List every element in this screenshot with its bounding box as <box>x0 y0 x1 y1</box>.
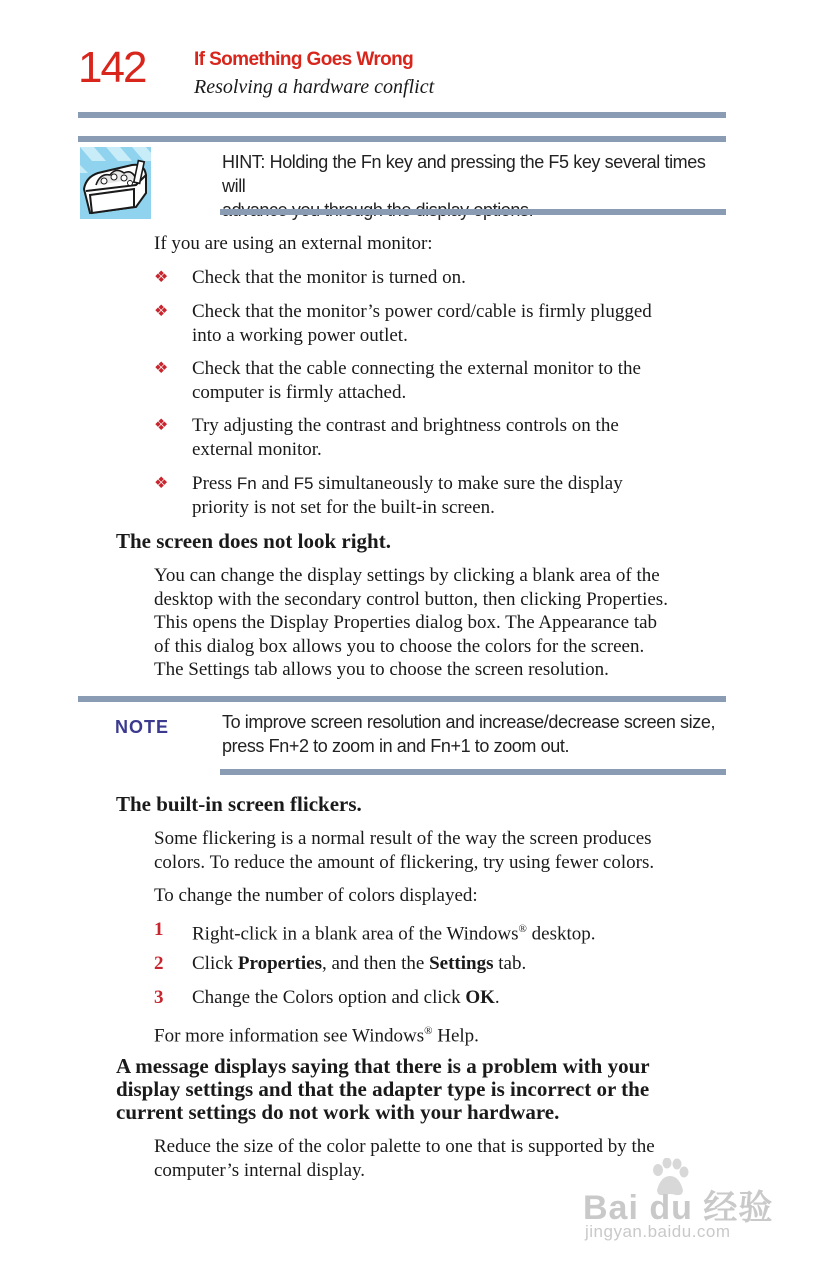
fn-1-key: Fn+1 <box>430 736 471 756</box>
baidu-watermark <box>583 1158 783 1248</box>
page-number: 142 <box>78 43 146 92</box>
note-top-rule <box>78 696 726 702</box>
step-2: 2 Click Properties, and then the Settings tab. <box>154 953 527 974</box>
bullet-icon: ❖ <box>154 417 169 434</box>
note-label: NOTE <box>115 717 170 737</box>
list-item: ❖ Check that the cable connecting the external monitor to the computer is firmly attached. <box>154 358 641 403</box>
list-item: ❖ Try adjusting the contrast and brightness controls on the external monitor. <box>154 415 619 460</box>
watermark-url: jingyan.baidu.com <box>585 1222 731 1241</box>
note-text: To improve screen resolution and increase/decrease screen size, press Fn+2 to zoom in and Fn+1 to zoom out. <box>222 712 716 756</box>
hint-bottom-rule <box>220 209 726 215</box>
adapter-paragraph: Reduce the size of the color palette to one that is supported by the computer’s internal display. <box>154 1136 655 1181</box>
fn-key: Fn <box>360 152 382 172</box>
flickers-paragraph: Some flickering is a normal result of the way the screen produces colors. To reduce the amount of flickering, try using fewer colors. <box>154 828 655 873</box>
treasure-chest-icon <box>80 147 151 219</box>
flickers-heading: The built-in screen flickers. <box>116 792 362 816</box>
bullet-icon: ❖ <box>154 475 169 492</box>
screen-not-right-heading: The screen does not look right. <box>116 529 391 553</box>
step-1: 1 Right-click in a blank area of the Windows® desktop. <box>154 919 596 945</box>
steps-intro: To change the number of colors displayed: <box>154 885 478 906</box>
step-number: 1 <box>154 919 164 940</box>
f5-key: F5 <box>293 474 314 493</box>
list-item: ❖ Check that the monitor is turned on. <box>154 267 466 288</box>
more-info: For more information see Windows® Help. <box>154 1025 479 1047</box>
screen-not-right-paragraph: You can change the display settings by clicking a blank area of the desktop with the secondary control button, then clicking Properties. This opens the Display Properties dialog box. The Appearance tab of this dialog box allows you to choose the colors for the screen. The Settings tab allows you to choose the screen resolution. <box>154 565 668 680</box>
external-monitor-intro: If you are using an external monitor: <box>154 233 433 254</box>
f5-key: F5 <box>548 152 569 172</box>
list-item: ❖ Check that the monitor’s power cord/cable is firmly plugged into a working power outlet. <box>154 301 652 346</box>
fn-key: Fn <box>236 474 257 493</box>
bullet-icon: ❖ <box>154 360 169 377</box>
hint-top-rule <box>78 136 726 142</box>
header-rule <box>78 112 726 118</box>
hint-line-1: HINT: Holding the Fn key and pressing the F5 key several times will <box>222 152 706 196</box>
section-title: Resolving a hardware conflict <box>194 76 435 98</box>
list-item: ❖ Press Fn and F5 simultaneously to make sure the display priority is not set for the built-in screen. <box>154 473 623 518</box>
bullet-icon: ❖ <box>154 303 169 320</box>
bullet-icon: ❖ <box>154 269 169 286</box>
fn-2-key: Fn+2 <box>268 736 309 756</box>
chapter-title: If Something Goes Wrong <box>194 49 414 70</box>
step-number: 3 <box>154 987 164 1008</box>
step-3: 3 Change the Colors option and click OK. <box>154 987 500 1008</box>
watermark-logo: Bai du 经验 <box>583 1189 774 1227</box>
note-bottom-rule <box>220 769 726 775</box>
adapter-heading: A message displays saying that there is a problem with your display settings and that the adapter type is incorrect or the current settings do not work with your hardware. <box>116 1054 650 1124</box>
step-number: 2 <box>154 953 164 974</box>
